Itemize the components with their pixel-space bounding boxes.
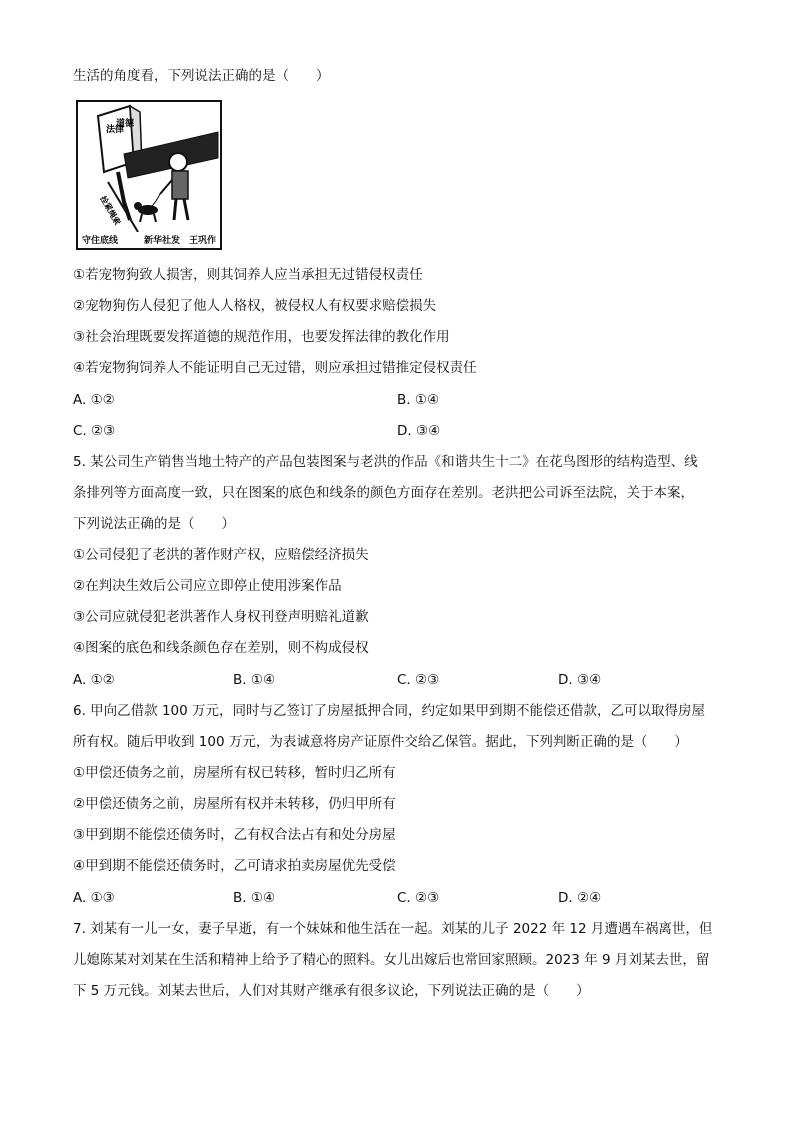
wall-text: 拴紧绳索 <box>98 194 123 227</box>
q5-stem-line-1: 5. 某公司生产销售当地土特产的产品包装图案与老洪的作品《和谐共生十二》在花鸟图形的结构造型、线 <box>73 454 698 470</box>
q5-statement-1: ①公司侵犯了老洪的著作财产权，应赔偿经济损失 <box>73 547 369 563</box>
q4-statement-4: ④若宠物狗饲养人不能证明自己无过错，则应承担过错推定侵权责任 <box>73 360 477 376</box>
q5-option-b[interactable]: B. ①④ <box>233 672 276 688</box>
q6-option-d[interactable]: D. ②④ <box>558 890 602 906</box>
q5-statement-3: ③公司应就侵犯老洪著作人身权刊登声明赔礼道歉 <box>73 609 369 625</box>
cartoon-caption-right: 新华社发 王巩作 <box>143 236 216 246</box>
q6-option-b[interactable]: B. ①④ <box>233 890 276 906</box>
q5-statement-2: ②在判决生效后公司应立即停止使用涉案作品 <box>73 578 342 594</box>
book-text-law: 法律 <box>106 125 125 135</box>
q4-option-a[interactable]: A. ①② <box>73 392 115 408</box>
q7-stem-line-1: 7. 刘某有一儿一女，妻子早逝，有一个妹妹和他生活在一起。刘某的儿子 2022 年 12 月遭遇车祸离世，但 <box>73 921 713 937</box>
q5-stem-line-2: 条排列等方面高度一致，只在图案的底色和线条的颜色方面存在差别。老洪把公司诉至法院，关于本案， <box>73 485 694 501</box>
q6-stem-line-2: 所有权。随后甲收到 100 万元，为表诚意将房产证原件交给乙保管。据此，下列判断正确的是（ ） <box>73 734 688 750</box>
q4-statement-3: ③社会治理既要发挥道德的规范作用，也要发挥法律的教化作用 <box>73 329 450 345</box>
q4-statement-1: ①若宠物狗致人损害，则其饲养人应当承担无过错侵权责任 <box>73 267 423 283</box>
q7-stem-line-2: 儿媳陈某对刘某在生活和精神上给予了精心的照料。女儿出嫁后也常回家照顾。2023 年 9 月刘某去世，留 <box>73 952 710 968</box>
cartoon-image <box>76 100 222 250</box>
q4-option-b[interactable]: B. ①④ <box>397 392 440 408</box>
q5-stem-line-3: 下列说法正确的是（ ） <box>73 516 235 532</box>
q6-stem-line-1: 6. 甲向乙借款 100 万元，同时与乙签订了房屋抵押合同，约定如果甲到期不能偿还借款，乙可以取得房屋 <box>73 703 706 719</box>
q5-option-c[interactable]: C. ②③ <box>397 672 440 688</box>
cartoon-caption-left: 守住底线 <box>82 236 119 246</box>
cartoon-drawing <box>78 102 220 232</box>
q4-option-c[interactable]: C. ②③ <box>73 423 116 439</box>
q5-option-d[interactable]: D. ③④ <box>558 672 602 688</box>
intro-line: 生活的角度看，下列说法正确的是（ ） <box>73 68 330 84</box>
q4-option-d[interactable]: D. ③④ <box>397 423 441 439</box>
q6-statement-1: ①甲偿还债务之前，房屋所有权已转移，暂时归乙所有 <box>73 765 396 781</box>
q7-stem-line-3: 下 5 万元钱。刘某去世后，人们对其财产继承有很多议论，下列说法正确的是（ ） <box>73 983 590 999</box>
q6-statement-4: ④甲到期不能偿还债务时，乙可请求拍卖房屋优先受偿 <box>73 858 396 874</box>
q5-statement-4: ④图案的底色和线条颜色存在差别，则不构成侵权 <box>73 640 369 656</box>
q6-option-a[interactable]: A. ①③ <box>73 890 115 906</box>
q4-statement-2: ②宠物狗伤人侵犯了他人人格权，被侵权人有权要求赔偿损失 <box>73 298 437 314</box>
book-text-morality: 道德 <box>116 119 135 129</box>
q6-option-c[interactable]: C. ②③ <box>397 890 440 906</box>
q5-option-a[interactable]: A. ①② <box>73 672 115 688</box>
q6-statement-2: ②甲偿还债务之前，房屋所有权并未转移，仍归甲所有 <box>73 796 396 812</box>
q6-statement-3: ③甲到期不能偿还债务时，乙有权合法占有和处分房屋 <box>73 827 396 843</box>
